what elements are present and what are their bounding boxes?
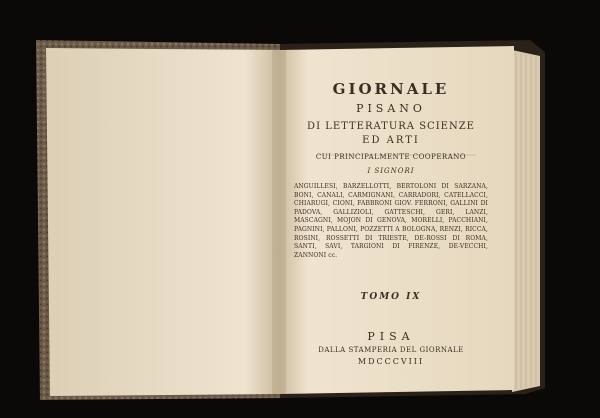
book-title: GIORNALE bbox=[332, 80, 450, 98]
volume-number: TOMO IX bbox=[360, 292, 422, 303]
title-page-text bbox=[286, 72, 496, 367]
book-subtitle-line1: DI LETTERATURA SCIENZE bbox=[307, 121, 475, 132]
imprint-place: PISA bbox=[367, 330, 415, 344]
book-subtitle-city: PISANO bbox=[356, 102, 426, 115]
contributor-names: ANGUILLESI, BARZELLOTTI, BERTOLONI DI SARZANA, BONI, CANALI, CARMIGNANI, CARRADORI, CATELLACCI, CHIARUGI, CIONI, FABBRONI GIOV. FERRONI, GALLINI DI PADOVA, GALLIZIOLI, GATTESCHI, GERI, LANZI, MASCAGNI, MOJON DI GENOVA, MORELLI, PACCHIANI, PAGNINI, PALLONI, POZZETTI A BOLOGNA, RENZI, RICCA, ROSINI, ROSSETTI DI TRIESTE, DE-ROSSI DI ROMA, SANTI, SAVI, TARGIONI DI FIRENZE, DE-VECCHI, ZANNONI cc. bbox=[294, 183, 488, 259]
imprint-printer: DALLA STAMPERIA DEL GIORNALE bbox=[318, 346, 464, 355]
book-subtitle-line2: ED ARTI bbox=[362, 135, 420, 146]
left-blank-page bbox=[46, 48, 280, 396]
signori-heading: I SIGNORI bbox=[367, 167, 415, 175]
imprint-year: MDCCCVIII bbox=[357, 357, 425, 367]
cooperators-intro: CUI PRINCIPALMENTE COOPERANO bbox=[315, 153, 467, 161]
